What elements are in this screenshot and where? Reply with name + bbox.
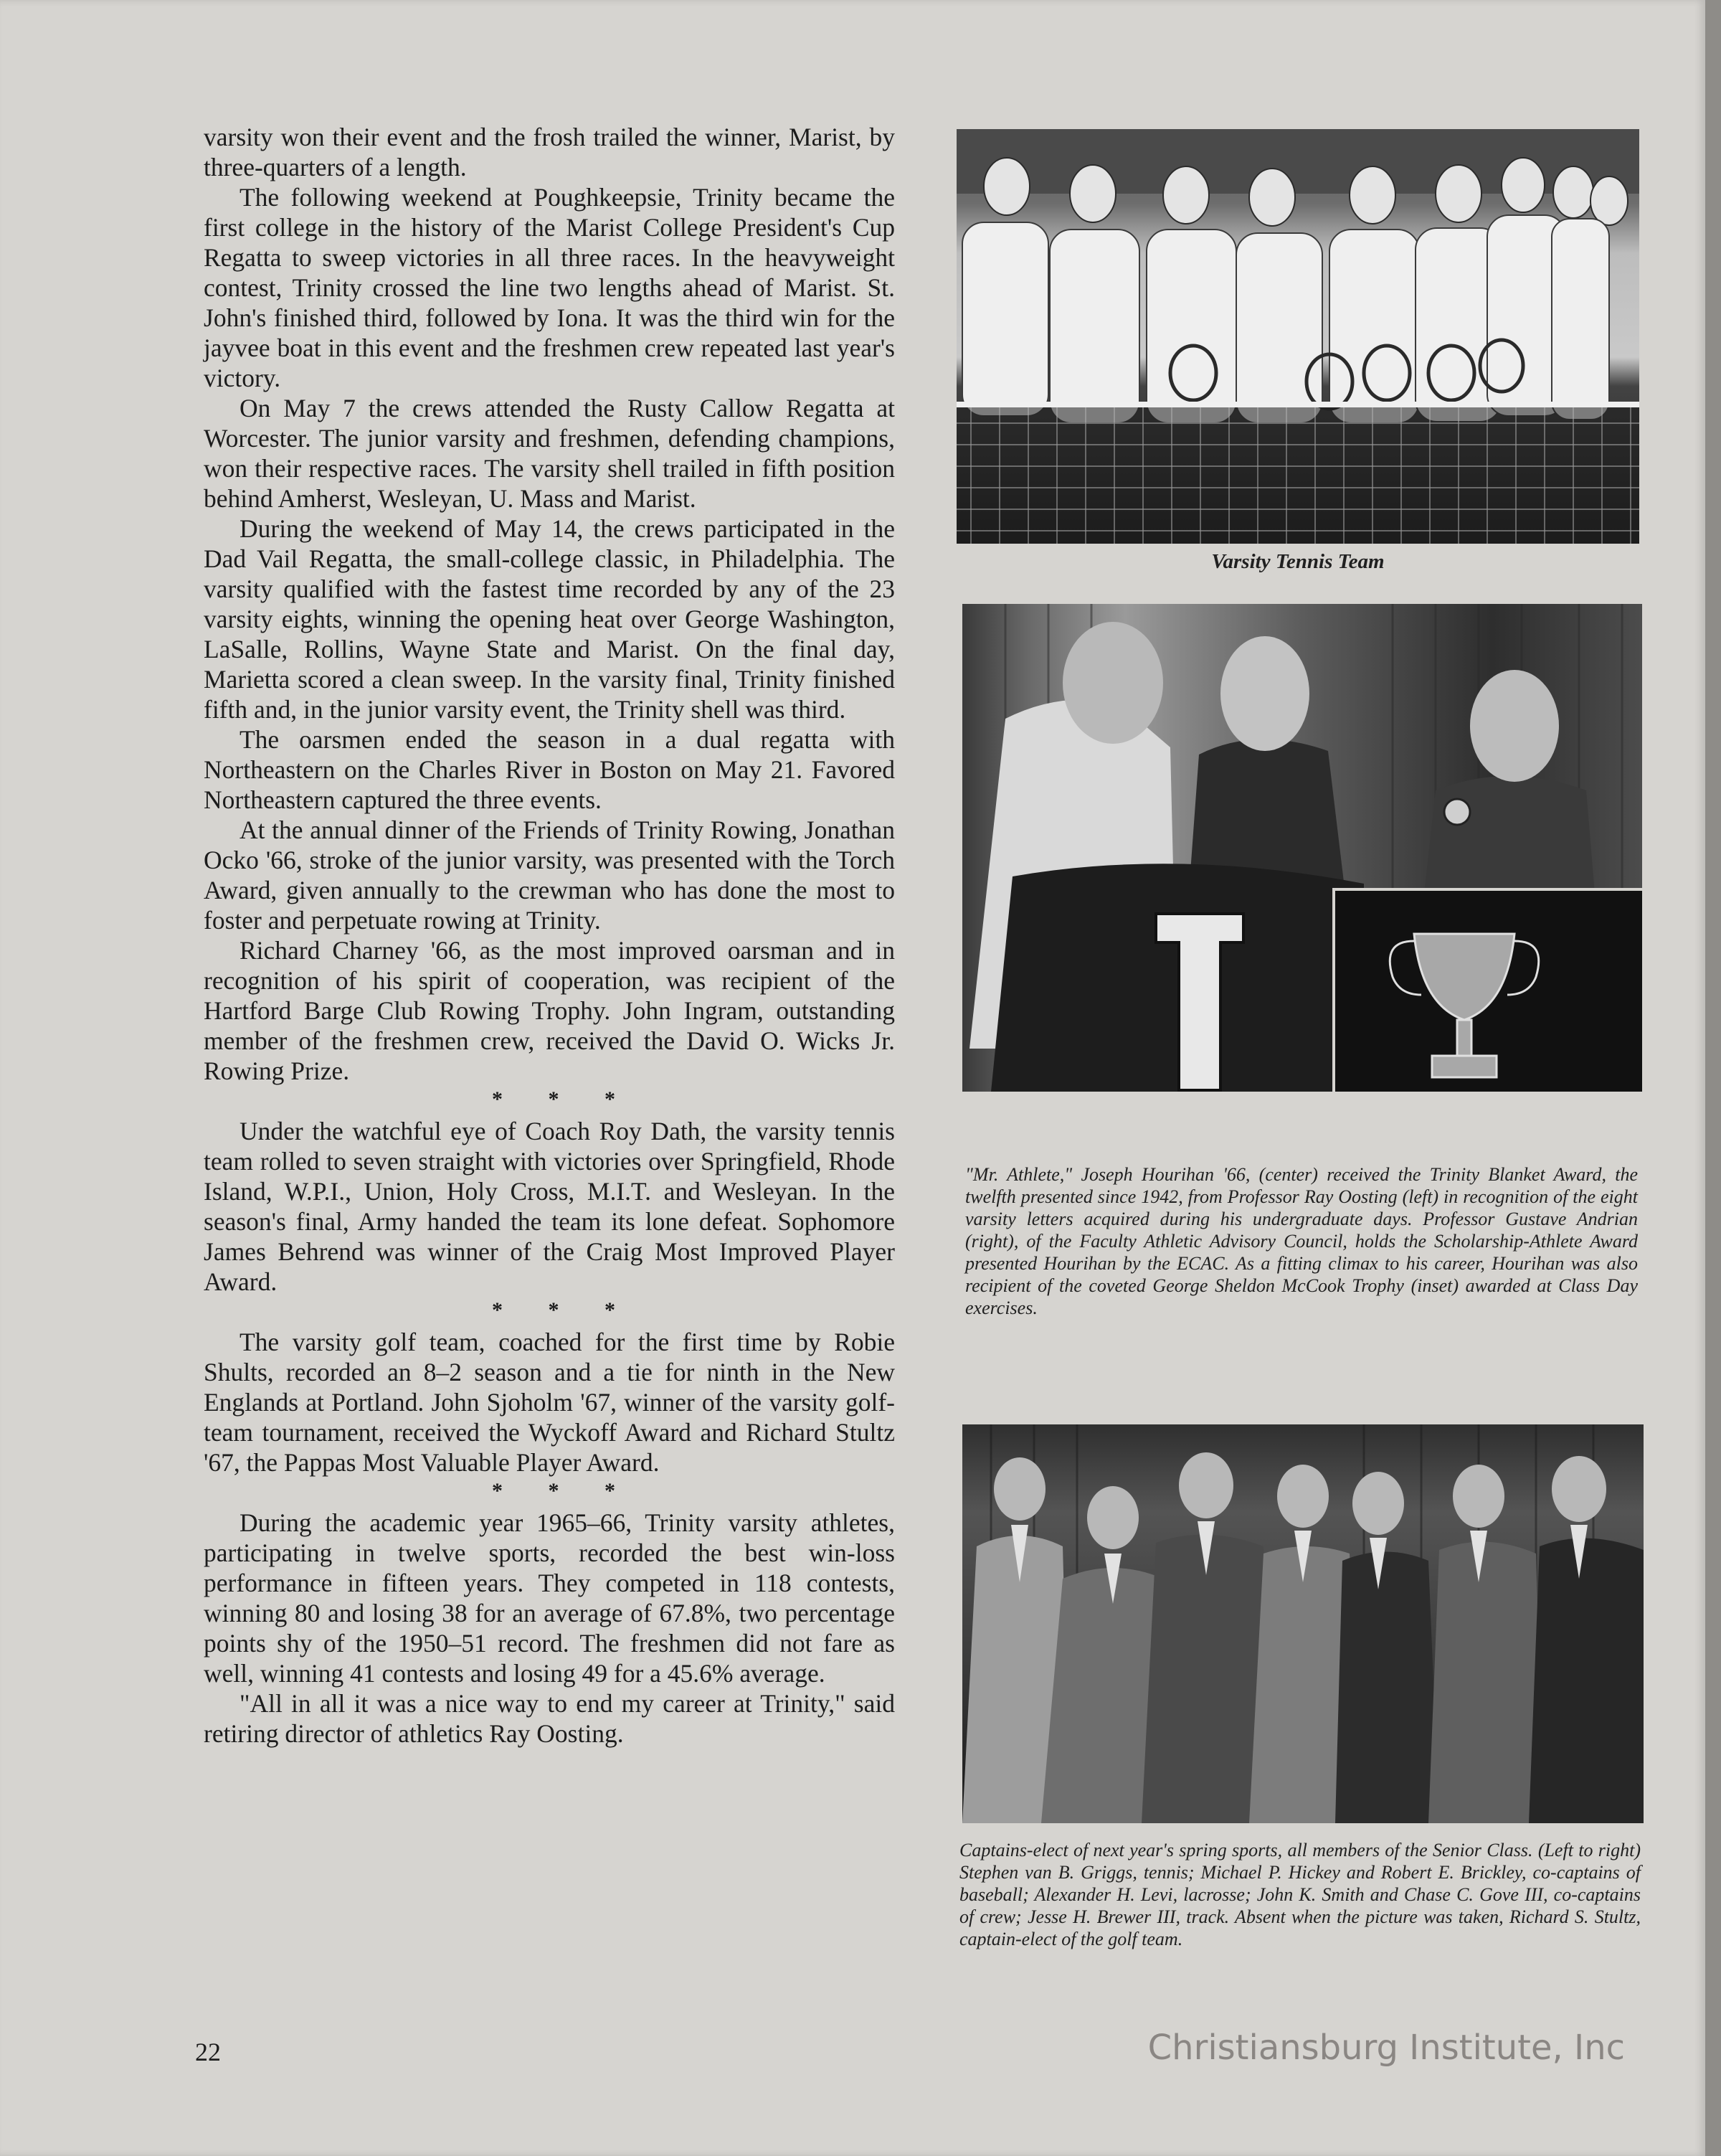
blanket-letter: T <box>1197 1029 1203 1036</box>
watermark-text: Christiansburg Institute, Inc <box>1147 2028 1625 2068</box>
tennis-team-photo-art <box>957 129 1639 544</box>
paragraph-golf: The varsity golf team, coached for the first time by Robie Shults, recorded an 8–2 season and a tie for ninth in the New Englands at Portland. John Sjoholm '67, winner of the varsity golf-team tournament, received the Wyckoff Award and Richard Stultz '67, the Pappas Most Valuable Player Award. <box>204 1328 895 1477</box>
page-number: 22 <box>195 2038 221 2066</box>
paragraph-6: At the annual dinner of the Friends of Trinity Rowing, Jonathan Ocko '66, stroke of the junior varsity, was presented with the Torch Award, given annually to the crewman who has done the most to foster and perpetuate rowing at Trinity. <box>204 815 895 935</box>
paragraph-tennis: Under the watchful eye of Coach Roy Dath, the varsity tennis team rolled to seven straight with victories over Springfield, Rhode Island, W.P.I., Union, Holy Cross, M.I.T. and Wesleyan. In the season's final, Army handed the team its lone defeat. Sophomore James Behrend was winner of the Craig Most Improved Player Award. <box>204 1117 895 1296</box>
captains-photo-caption: Captains-elect of next year's spring sports, all members of the Senior Class. (Left to right) Stephen van B. Griggs, tennis; Michael P. Hickey and Robert E. Brickley, co-captains of baseball; Alexander H. Levi, lacrosse; John K. Smith and Chase C. Gove III, co-captains of crew; Jesse H. Brewer III, track. Absent when the picture was taken, Richard S. Stultz, captain-elect of the golf team. <box>959 1840 1641 1949</box>
paragraph-4: During the weekend of May 14, the crews participated in the Dad Vail Regatta, the small-college classic, in Philadelphia. The varsity qualified with the fastest time recorded by any of the 23 varsity eights, winning the opening heat over George Washington, LaSalle, Rollins, Wayne State and Marist. On the final day, Marietta scored a clean sweep. In the varsity final, Trinity finished fifth and, in the junior varsity event, the Trinity shell was third. <box>204 514 895 724</box>
section-separator: * * * <box>492 1479 635 1503</box>
tennis-photo-caption: Varsity Tennis Team <box>1211 550 1385 573</box>
award-photo <box>962 604 1642 1092</box>
captains-photo <box>962 1424 1644 1823</box>
paragraph-2: The following weekend at Poughkeepsie, Trinity became the first college in the history of the Marist College President's Cup Regatta to sweep victories in all three races. In the heavyweight contest, Trinity crossed the line two lengths ahead of Marist. St. John's finished third, followed by Iona. It was the third win for the jayvee boat in this event and the freshmen crew repeated last year's victory. <box>204 183 895 392</box>
paragraph-5: The oarsmen ended the season in a dual regatta with Northeastern on the Charles River in Boston on May 21. Favored Northeastern captured the three events. <box>204 725 895 814</box>
captains-photo-art <box>962 1424 1644 1823</box>
award-photo-caption: "Mr. Athlete," Joseph Hourihan '66, (center) received the Trinity Blanket Award, the twelfth presented since 1942, from Professor Ray Oosting (left) in recognition of the eight varsity letters acquired during his undergraduate days. Professor Gustave Andrian (right), of the Faculty Athletic Advisory Council, holds the Scholarship-Athlete Award presented Hourihan by the ECAC. As a fitting climax to his career, Hourihan was also recipient of the coveted George Sheldon McCook Trophy (inset) awarded at Class Day exercises. <box>965 1164 1638 1318</box>
page-edge <box>1705 0 1721 2156</box>
paragraph-season-summary: During the academic year 1965–66, Trinity varsity athletes, participating in twelve sports, recorded the best win-loss performance in fifteen years. They competed in 118 contests, winning 80 and losing 38 for an average of 67.8%, two percentage points shy of the 1950–51 record. The freshmen did not fare as well, winning 41 contests and losing 49 for a 45.6% average. <box>204 1508 895 1688</box>
paragraph-1: varsity won their event and the frosh trailed the winner, Marist, by three-quarters of a length. <box>204 123 895 181</box>
section-separator: * * * <box>492 1087 635 1111</box>
tennis-team-photo <box>957 129 1639 544</box>
paragraph-3: On May 7 the crews attended the Rusty Callow Regatta at Worcester. The junior varsity and freshmen, defending champions, won their respective races. The varsity shell trailed in fifth position behind Amherst, Wesleyan, U. Mass and Marist. <box>204 394 895 513</box>
paragraph-7: Richard Charney '66, as the most improved oarsman and in recognition of his spirit of cooperation, was recipient of the Hartford Barge Club Rowing Trophy. John Ingram, outstanding member of the freshmen crew, received the David O. Wicks Jr. Rowing Prize. <box>204 936 895 1085</box>
paragraph-closing-quote: "All in all it was a nice way to end my career at Trinity," said retiring director of athletics Ray Oosting. <box>204 1689 895 1748</box>
award-photo-art <box>962 604 1642 1092</box>
section-separator: * * * <box>492 1298 635 1322</box>
article-column <box>204 122 895 1749</box>
